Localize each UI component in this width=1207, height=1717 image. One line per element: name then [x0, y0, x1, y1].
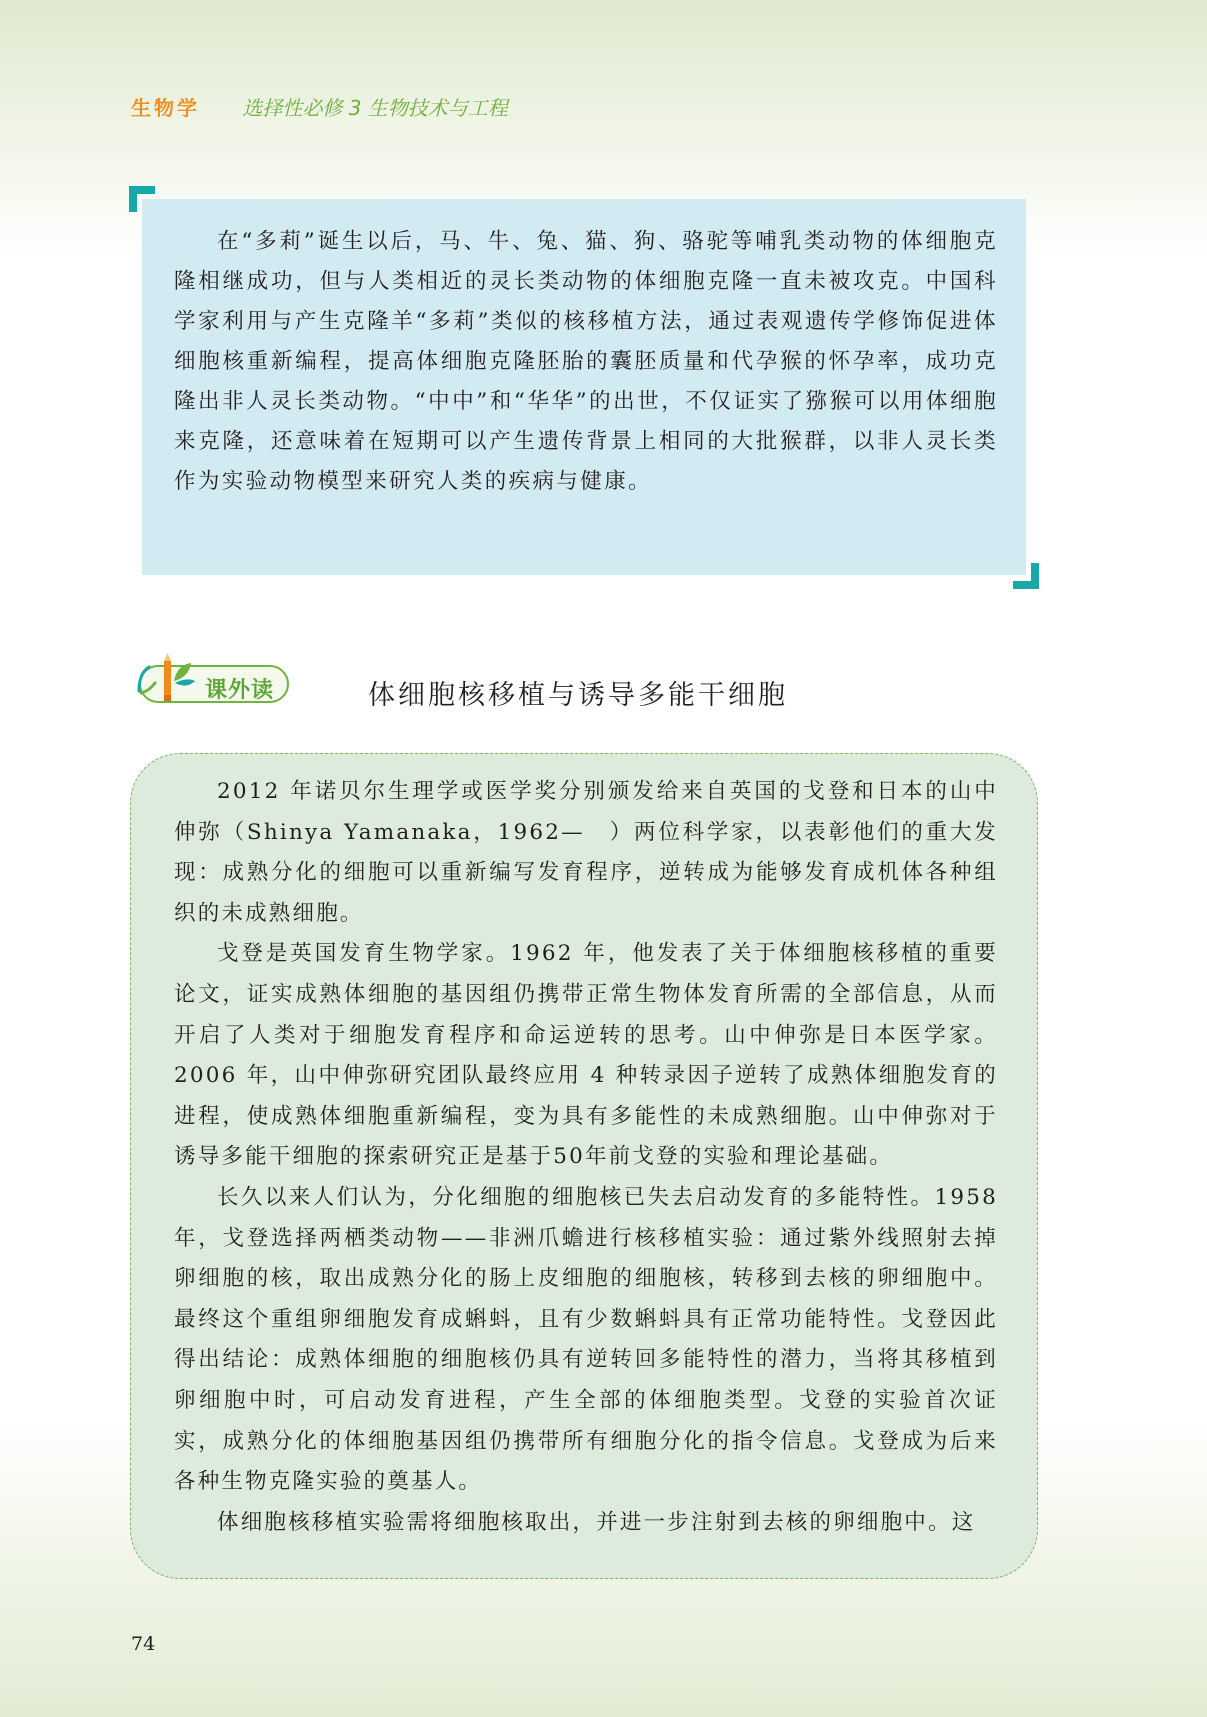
corner-bracket-bottom-right: [1013, 563, 1039, 589]
reading-body: [174, 772, 998, 1543]
reading-paragraph-2: 戈登是英国发育生物学家。1962 年，他发表了关于体细胞核移植的重要论文，证实成熟体细胞的基因组仍携带正常生物体发育所需的全部信息，从而开启了人类对于细胞发育程序和命运逆转的思考。山中伸弥是日本医学家。2006 年，山中伸弥研究团队最终应用 4 种转录因子逆转了成熟体细胞发育的进程，使成熟体细胞重新编程，变为具有多能性的未成熟细胞。山中伸弥对于诱导多能干细胞的探索研究正是基于50年前戈登的实验和理论基础。: [174, 941, 998, 1170]
reading-paragraph-4: 体细胞核移植实验需将细胞核取出，并进一步注射到去核的卵细胞中。这: [217, 1509, 976, 1535]
book-title: 生物学: [131, 96, 200, 120]
corner-bracket-top-left: [129, 186, 155, 212]
teal-box-text: 在“多莉”诞生以后，马、牛、兔、猫、狗、骆驼等哺乳类动物的体细胞克隆相继成功，但与人类相近的灵长类动物的体细胞克隆一直未被攻克。中国科学家利用与产生克隆羊“多莉”类似的核移植方法，通过表观遗传学修饰促进体细胞核重新编程，提高体细胞克隆胚胎的囊胚质量和代孕猴的怀孕率，成功克隆出非人灵长类动物。“中中”和“华华”的出世，不仅证实了猕猴可以用体细胞来克隆，还意味着在短期可以产生遗传背景上相同的大批猴群，以非人灵长类作为实验动物模型来研究人类的疾病与健康。: [174, 229, 998, 494]
pencil-sprout-icon: [129, 651, 209, 711]
reading-paragraph-1: 2012 年诺贝尔生理学或医学奖分别颁发给来自英国的戈登和日本的山中伸弥（Shinya Yamanaka，1962— ）两位科学家，以表彰他们的重大发现：成熟分化的细胞可以重新编写发育程序，逆转成为能够发育成机体各种组织的未成熟细胞。: [174, 779, 998, 926]
reading-paragraph-3: 长久以来人们认为，分化细胞的细胞核已失去启动发育的多能特性。1958 年，戈登选择两栖类动物——非洲爪蟾进行核移植实验：通过紫外线照射去掉卵细胞的核，取出成熟分化的肠上皮细胞的细胞核，转移到去核的卵细胞中。最终这个重组卵细胞发育成蝌蚪，且有少数蝌蚪具有正常功能特性。戈登因此得出结论：成熟体细胞的细胞核仍具有逆转回多能特性的潜力，当将其移植到卵细胞中时，可启动发育进程，产生全部的体细胞类型。戈登的实验首次证实，成熟分化的体细胞基因组仍携带所有细胞分化的指令信息。戈登成为后来各种生物克隆实验的奠基人。: [174, 1184, 998, 1495]
reading-badge: [129, 651, 299, 711]
badge-label: 课外读: [205, 678, 275, 703]
reading-title: 体细胞核移植与诱导多能干细胞: [368, 680, 788, 711]
page-number: 74: [131, 1633, 156, 1655]
running-header: [131, 92, 508, 121]
volume-title: 选择性必修 3 生物技术与工程: [242, 96, 508, 120]
